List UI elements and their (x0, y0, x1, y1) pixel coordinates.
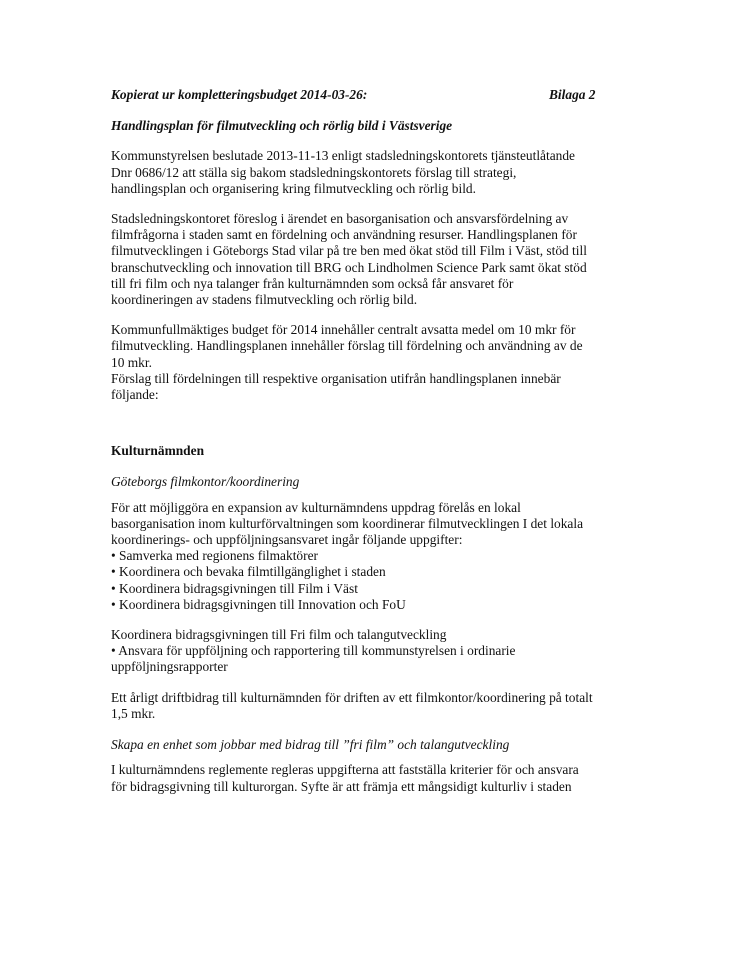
section-heading: Kulturnämnden (111, 443, 205, 459)
intro-paragraph-1 (111, 148, 641, 197)
list-item: • Koordinera bidragsgivningen till Innovation och FoU (111, 596, 406, 612)
filmkontor-paragraph-3 (111, 690, 641, 722)
task-bullet-list (111, 548, 641, 613)
list-item: • Samverka med regionens filmaktörer (111, 548, 318, 564)
header-attachment-label: Bilaga 2 (549, 87, 596, 102)
intro-paragraph-3 (111, 322, 641, 403)
filmkontor-paragraph (111, 500, 641, 549)
intro-paragraph-2 (111, 211, 641, 308)
text-line: koordinerings- och uppföljningsansvaret ingår följande uppgifter: (111, 532, 463, 548)
text-line: följande: (111, 387, 159, 403)
text-line: filmfrågorna i staden samt en fördelning och användning resurser. Handlingsplanen för (111, 227, 577, 243)
text-line: Förslag till fördelningen till respektive organisation utifrån handlingsplanen innebär (111, 370, 561, 386)
list-item: • Koordinera bidragsgivningen till Film i Väst (111, 580, 358, 596)
text-line: I kulturnämndens reglemente regleras uppgifterna att fastställa kriterier för och ansvara (111, 762, 579, 778)
text-line: Koordinera bidragsgivningen till Fri film och talangutveckling (111, 627, 447, 643)
text-line: koordineringen av stadens filmutveckling och rörlig bild. (111, 292, 418, 308)
text-line: Ett årligt driftbidrag till kulturnämnden för driften av ett filmkontor/koordinering på totalt (111, 689, 593, 705)
text-line: Dnr 0686/12 att ställa sig bakom stadsledningskontorets förslag till strategi, (111, 164, 517, 180)
text-line: Kommunstyrelsen beslutade 2013-11-13 enligt stadsledningskontorets tjänsteutlåtande (111, 148, 575, 164)
text-line: För att möjliggöra en expansion av kulturnämndens uppdrag förelås en lokal (111, 499, 521, 515)
text-line: filmutvecklingen i Göteborgs Stad vilar på tre ben med ökat stöd till Film i Väst, stöd till (111, 243, 587, 259)
fri-film-paragraph (111, 762, 641, 794)
subsection-title-filmkontor: Göteborgs filmkontor/koordinering (111, 474, 300, 490)
text-line: 1,5 mkr. (111, 705, 156, 721)
text-line: Stadsledningskontoret föreslog i ärendet en basorganisation och ansvarsfördelning av (111, 211, 569, 227)
text-line: basorganisation inom kulturförvaltningen som koordinerar filmutvecklingen I det lokala (111, 515, 584, 531)
text-line: Kommunfullmäktiges budget för 2014 innehåller centralt avsatta medel om 10 mkr för (111, 322, 576, 338)
text-line: 10 mkr. (111, 354, 152, 370)
text-line: • Ansvara för uppföljning och rapportering till kommunstyrelsen i ordinarie (111, 643, 516, 659)
text-line: för bidragsgivning till kulturorgan. Syfte är att främja ett mångsidigt kulturliv i staden (111, 778, 572, 794)
document-body (111, 87, 641, 795)
list-item: • Koordinera och bevaka filmtillgänglighet i staden (111, 564, 386, 580)
text-line: branschutveckling och innovation till BRG och Lindholmen Science Park samt ökat stöd (111, 259, 587, 275)
document-header (111, 87, 641, 103)
document-subtitle: Handlingsplan för filmutveckling och rörlig bild i Västsverige (111, 118, 453, 134)
filmkontor-paragraph-2 (111, 627, 641, 676)
text-line: handlingsplan och organisering kring filmutveckling och rörlig bild. (111, 180, 476, 196)
text-line: till fri film och nya talanger från kulturnämnden som också får ansvaret för (111, 275, 514, 291)
text-line: uppföljningsrapporter (111, 659, 228, 675)
text-line: filmutveckling. Handlingsplanen innehåller förslag till fördelning och användning av de (111, 338, 583, 354)
header-source: Kopierat ur kompletteringsbudget 2014-03-26: (111, 87, 368, 102)
subsection-title-fri-film: Skapa en enhet som jobbar med bidrag till ”fri film” och talangutveckling (111, 737, 510, 753)
